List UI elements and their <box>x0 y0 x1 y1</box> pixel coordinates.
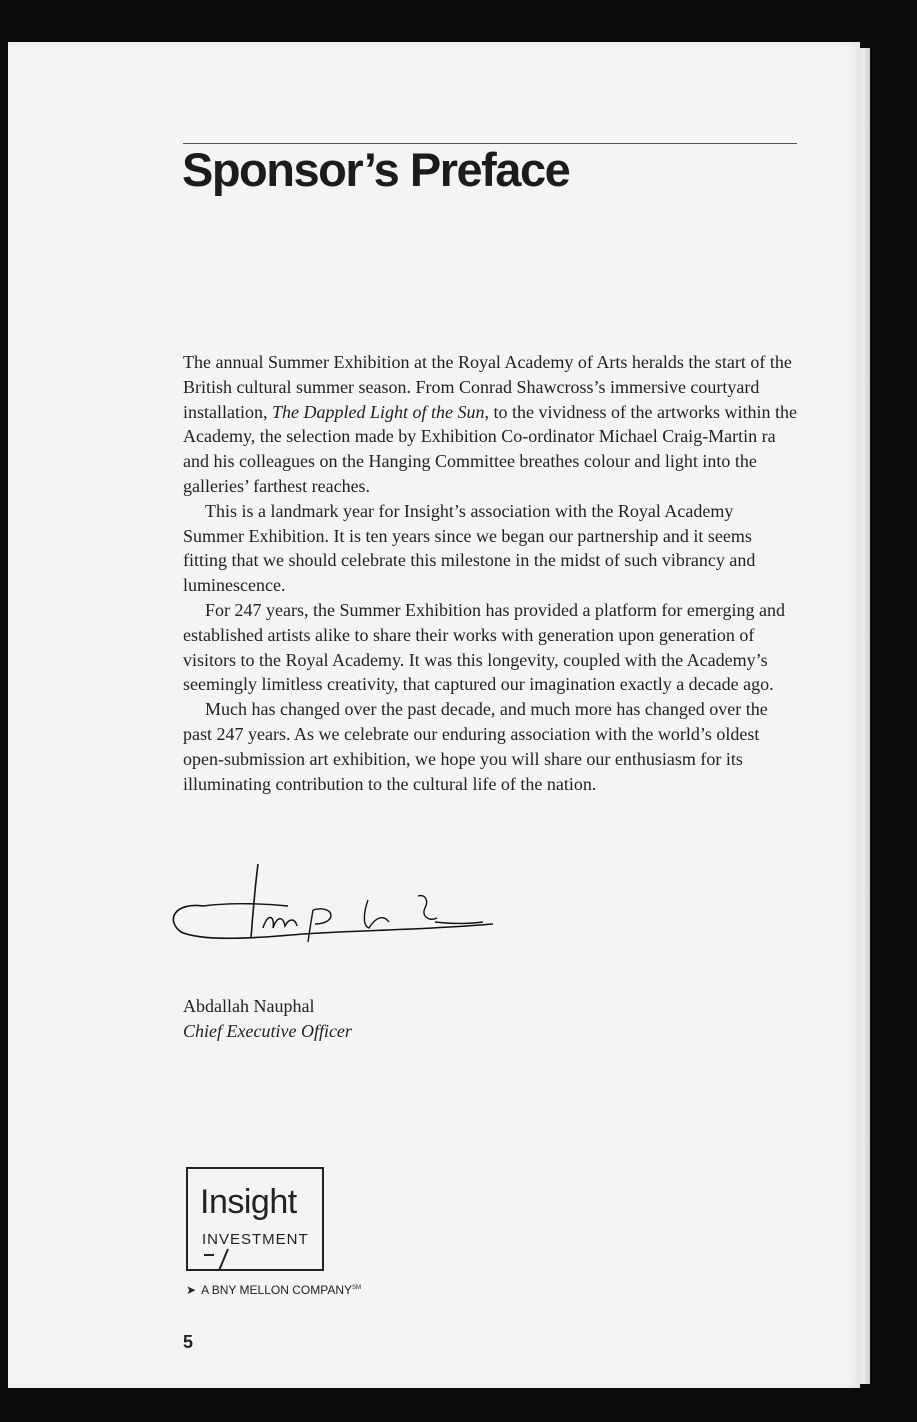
paragraph-4: Much has changed over the past decade, and much more has changed over the past 247 years. As we celebrate our enduring association with the world’s oldest open-submission art exhibition, we hope you will share our enthusiasm for its illuminating contribution to the cultural life of the nation. <box>183 699 768 794</box>
logo-wordmark: Insight <box>200 1183 297 1221</box>
artwork-title: The Dappled Light of the Sun <box>272 401 485 422</box>
logo-subtitle: INVESTMENT <box>202 1231 309 1248</box>
logo-slash-icon <box>188 1169 324 1271</box>
document-page <box>8 42 860 1388</box>
tagline-text: A BNY MELLON COMPANY <box>201 1283 352 1297</box>
service-mark: SM <box>352 1285 361 1291</box>
preface-body <box>183 350 798 796</box>
signer-title: Chief Executive Officer <box>183 1021 352 1041</box>
handwritten-signature <box>163 862 503 942</box>
paragraph-1-end: , to the vividness of the artworks within the Academy, the selection made by Exhibition Co-ordinator Michael Craig-Martin ra and his colleagues on the Hanging Committee breathes colour and light into the galleries’ farthest reaches. <box>183 401 797 496</box>
paragraph-1-start: The annual Summer Exhibition at the Royal Academy of Arts heralds the start of the British cultural summer season. From Conrad Shawcross’s immersive courtyard installation, <box>183 352 792 422</box>
paragraph-1 <box>183 350 798 499</box>
arrow-icon: ➤ <box>186 1283 197 1297</box>
page-title: Sponsor’s Preface <box>182 143 570 196</box>
page-number: 5 <box>183 1332 194 1352</box>
paragraph-2: This is a landmark year for Insight’s association with the Royal Academy Summer Exhibition. It is ten years since we began our partnership and it seems fitting that we should celebrate this milestone in the midst of such vibrancy and luminescence. <box>183 500 756 596</box>
insight-investment-logo <box>186 1167 324 1271</box>
paragraph-3: For 247 years, the Summer Exhibition has provided a platform for emerging and established artists alike to share their works with generation upon generation of visitors to the Royal Academy. It was this longevity, coupled with the Academy’s seemingly limitless creativity, that captured our imagination exactly a decade ago. <box>183 599 786 695</box>
signer-name: Abdallah Nauphal <box>183 996 315 1016</box>
logo-tagline <box>186 1283 361 1297</box>
